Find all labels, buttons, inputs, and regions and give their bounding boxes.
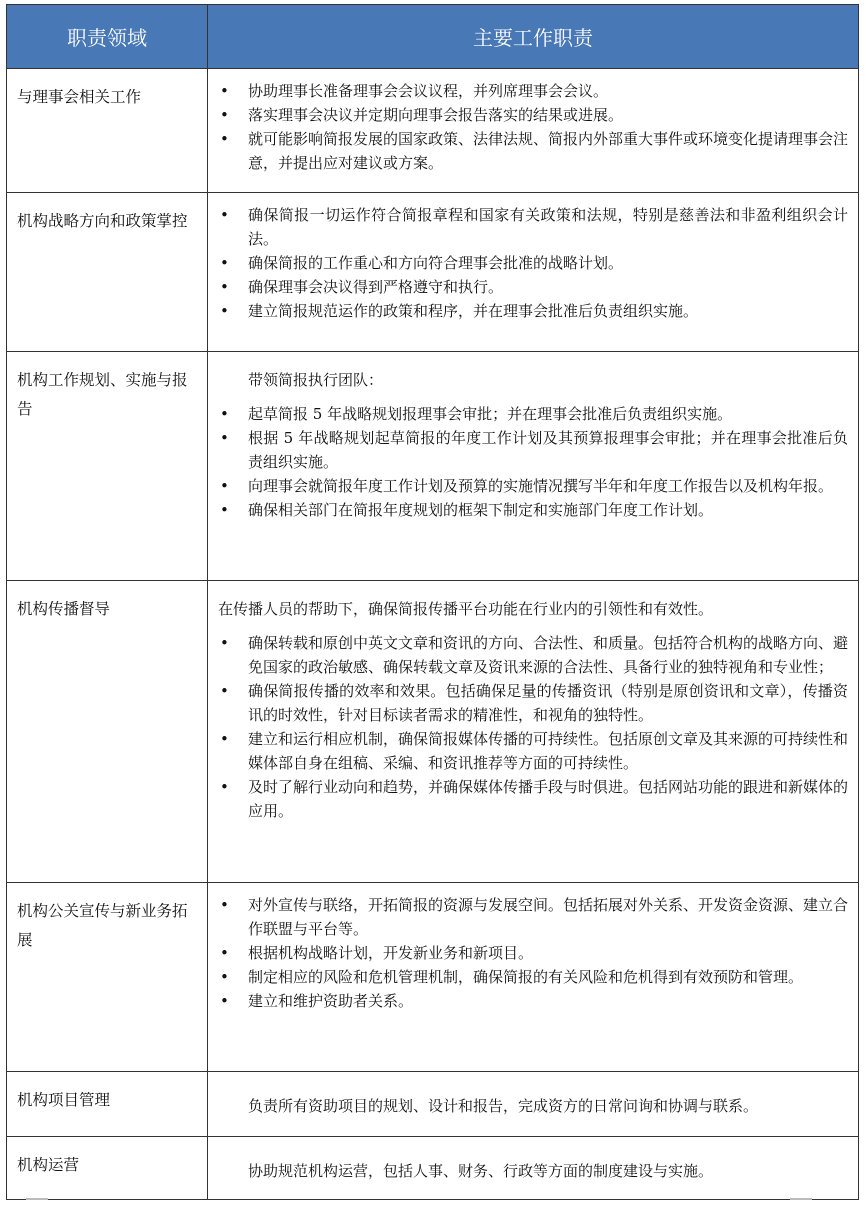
list-item: • 建立简报规范运作的政策和程序，并在理事会批准后负责组织实施。 bbox=[216, 299, 848, 323]
duties-table bbox=[6, 4, 859, 1200]
header-duties: 主要工作职责 bbox=[208, 5, 859, 69]
area-cell: 机构项目管理 bbox=[7, 1072, 208, 1137]
duties-cell bbox=[208, 883, 859, 1072]
intro-text: 在传播人员的帮助下，确保简报传播平台功能在行业内的引领性和有效性。 bbox=[218, 600, 714, 618]
list-item: • 确保简报一切运作符合简报章程和国家有关政策和法规，特别是慈善法和非盈利组织会计法。 bbox=[216, 203, 848, 251]
list-item: • 确保转载和原创中英文文章和资讯的方向、合法性、和质量。包括符合机构的战略方向、避免国家的政治敏感、确保转载文章及资讯来源的合法性、具备行业的独特视角和专业性； bbox=[216, 631, 848, 679]
list-item: • 制定相应的风险和危机管理机制，确保简报的有关风险和危机得到有效预防和管理。 bbox=[216, 965, 848, 989]
list-item: • 建立和维护资助者关系。 bbox=[216, 989, 848, 1013]
list-item: • 确保相关部门在简报年度规划的框架下制定和实施部门年度工作计划。 bbox=[216, 498, 848, 522]
duties-cell bbox=[208, 193, 859, 352]
list-item: • 确保理事会决议得到严格遵守和执行。 bbox=[216, 275, 848, 299]
duty-list bbox=[216, 893, 848, 1013]
header-area: 职责领域 bbox=[7, 5, 208, 69]
table-row bbox=[7, 883, 859, 1072]
duties-cell bbox=[208, 581, 859, 883]
table-row bbox=[7, 581, 859, 883]
table-row bbox=[7, 1072, 859, 1137]
duty-text: 负责所有资助项目的规划、设计和报告，完成资方的日常问询和协调与联系。 bbox=[248, 1097, 759, 1115]
list-item: • 落实理事会决议并定期向理事会报告落实的结果或进展。 bbox=[216, 103, 848, 127]
area-cell: 机构战略方向和政策掌控 bbox=[7, 193, 208, 352]
intro-text: 带领简报执行团队： bbox=[248, 371, 384, 389]
list-item: • 确保简报传播的效率和效果。包括确保足量的传播资讯（特别是原创资讯和文章），传播资讯的时效性，针对目标读者需求的精准性，和视角的独特性。 bbox=[216, 679, 848, 727]
table-row bbox=[7, 193, 859, 352]
area-cell: 机构工作规划、实施与报告 bbox=[7, 352, 208, 581]
list-item: • 建立和运行相应机制，确保简报媒体传播的可持续性。包括原创文章及其来源的可持续性和媒体部自身在组稿、采编、和资讯推荐等方面的可持续性。 bbox=[216, 727, 848, 775]
duties-cell bbox=[208, 69, 859, 193]
area-cell: 与理事会相关工作 bbox=[7, 69, 208, 193]
duty-text: 协助规范机构运营，包括人事、财务、行政等方面的制度建设与实施。 bbox=[248, 1162, 714, 1180]
page-corner-mark-right bbox=[790, 1198, 812, 1208]
table-row bbox=[7, 352, 859, 581]
list-item: • 根据机构战略计划，开发新业务和新项目。 bbox=[216, 941, 848, 965]
duty-list bbox=[216, 402, 848, 522]
table-row bbox=[7, 1137, 859, 1200]
area-cell: 机构运营 bbox=[7, 1137, 208, 1200]
duty-list bbox=[216, 79, 848, 175]
table-row bbox=[7, 69, 859, 193]
duty-list bbox=[216, 203, 848, 323]
list-item: • 就可能影响简报发展的国家政策、法律法规、简报内外部重大事件或环境变化提请理事会注意，并提出应对建议或方案。 bbox=[216, 127, 848, 175]
list-item: • 及时了解行业动向和趋势，并确保媒体传播手段与时俱进。包括网站功能的跟进和新媒体的应用。 bbox=[216, 775, 848, 823]
duty-list bbox=[216, 631, 848, 823]
page-corner-mark-left bbox=[26, 1198, 48, 1208]
list-item: • 起草简报 5 年战略规划报理事会审批；并在理事会批准后负责组织实施。 bbox=[216, 402, 848, 426]
list-item: • 向理事会就简报年度工作计划及预算的实施情况撰写半年和年度工作报告以及机构年报。 bbox=[216, 474, 848, 498]
table-header-row bbox=[7, 5, 859, 69]
duties-cell bbox=[208, 1137, 859, 1200]
list-item: • 协助理事长准备理事会会议议程，并列席理事会会议。 bbox=[216, 79, 848, 103]
duties-cell bbox=[208, 352, 859, 581]
duties-cell bbox=[208, 1072, 859, 1137]
area-cell: 机构传播督导 bbox=[7, 581, 208, 883]
list-item: • 根据 5 年战略规划起草简报的年度工作计划及其预算报理事会审批；并在理事会批准后负责组织实施。 bbox=[216, 426, 848, 474]
list-item: • 对外宣传与联络，开拓简报的资源与发展空间。包括拓展对外关系、开发资金资源、建立合作联盟与平台等。 bbox=[216, 893, 848, 941]
area-cell: 机构公关宣传与新业务拓展 bbox=[7, 883, 208, 1072]
list-item: • 确保简报的工作重心和方向符合理事会批准的战略计划。 bbox=[216, 251, 848, 275]
